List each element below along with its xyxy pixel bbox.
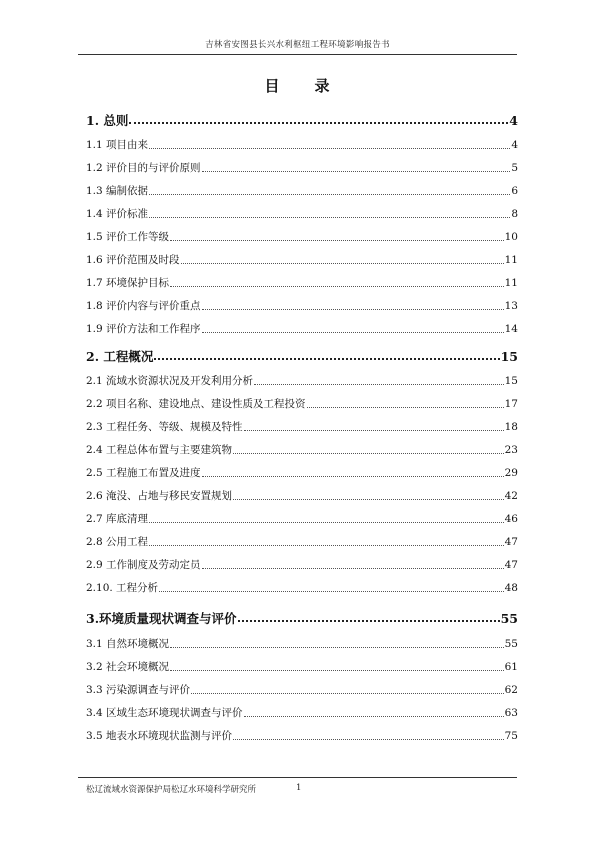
toc-section-entry[interactable] xyxy=(86,728,518,743)
toc-title xyxy=(0,75,595,96)
toc-title-char-1: 目 xyxy=(264,77,281,95)
toc-section-entry[interactable] xyxy=(86,636,518,651)
toc-section-entry[interactable] xyxy=(86,557,518,572)
toc-entry-page: 8 xyxy=(511,208,518,220)
toc-section-entry[interactable] xyxy=(86,298,518,313)
toc-entry-label: 2.6 淹没、占地与移民安置规划 xyxy=(86,490,233,502)
toc-entry-page: 46 xyxy=(504,513,518,525)
toc-entry-page: 63 xyxy=(504,707,518,719)
toc-entry-label: 1.9 评价方法和工作程序 xyxy=(86,323,201,335)
toc-entry-label: 3.2 社会环境概况 xyxy=(86,661,170,673)
toc-leader-dots xyxy=(149,511,504,523)
toc-title-char-2: 录 xyxy=(314,77,331,95)
toc-entry-label: 2.9 工作制度及劳动定员 xyxy=(86,559,201,571)
toc-section-entry[interactable] xyxy=(86,321,518,336)
toc-entry-page: 5 xyxy=(511,162,518,174)
toc-leader-dots xyxy=(202,160,511,172)
toc-entry-label: 2.8 公用工程 xyxy=(86,536,149,548)
toc-section-entry[interactable] xyxy=(86,465,518,480)
toc-entry-label: 3.5 地表水环境现状监测与评价 xyxy=(86,730,233,742)
footer-divider xyxy=(78,777,517,778)
toc-section-entry[interactable] xyxy=(86,373,518,388)
toc-entry-page: 11 xyxy=(504,254,518,266)
toc-leader-dots xyxy=(149,137,510,149)
toc-entry-label: 2.7 库底清理 xyxy=(86,513,149,525)
toc-entry-label: 1.8 评价内容与评价重点 xyxy=(86,300,201,312)
toc-entry-page: 29 xyxy=(504,467,518,479)
toc-entry-label: 2.3 工程任务、等级、规模及特性 xyxy=(86,421,243,433)
toc-chapter-entry[interactable] xyxy=(86,347,518,364)
toc-leader-dots xyxy=(202,298,504,310)
toc-entry-label: 1.2 评价目的与评价原则 xyxy=(86,162,201,174)
toc-leader-dots xyxy=(202,557,504,569)
toc-chapter-entry[interactable] xyxy=(86,609,518,626)
toc-entry-label: 1.1 项目由来 xyxy=(86,139,149,151)
toc-section-entry[interactable] xyxy=(86,252,518,267)
toc-entry-page: 23 xyxy=(504,444,518,456)
toc-entry-page: 6 xyxy=(511,185,518,197)
toc-entry-page: 55 xyxy=(504,638,518,650)
toc-entry-label: 1.7 环境保护目标 xyxy=(86,277,170,289)
toc-entry-label: 2.5 工程施工布置及进度 xyxy=(86,467,201,479)
toc-leader-dots xyxy=(170,229,504,241)
header-divider xyxy=(78,54,517,55)
toc-section-entry[interactable] xyxy=(86,705,518,720)
toc-entry-page: 18 xyxy=(504,421,518,433)
toc-section-entry[interactable] xyxy=(86,160,518,175)
toc-entry-label: 1. 总则 xyxy=(86,113,129,128)
toc-section-entry[interactable] xyxy=(86,442,518,457)
toc-entry-label: 3.环境质量现状调查与评价 xyxy=(86,611,237,626)
toc-entry-page: 75 xyxy=(504,730,518,742)
toc-section-entry[interactable] xyxy=(86,396,518,411)
toc-leader-dots xyxy=(233,728,504,740)
toc-entry-page: 61 xyxy=(504,661,518,673)
toc-entry-page: 42 xyxy=(504,490,518,502)
page-footer xyxy=(86,783,302,795)
toc-section-entry[interactable] xyxy=(86,488,518,503)
toc-entry-page: 14 xyxy=(504,323,518,335)
toc-leader-dots xyxy=(307,396,504,408)
toc-leader-dots xyxy=(254,373,504,385)
toc-section-entry[interactable] xyxy=(86,229,518,244)
toc-leader-dots xyxy=(202,465,504,477)
toc-leader-dots xyxy=(170,659,504,671)
toc-entry-page: 47 xyxy=(504,559,518,571)
toc-section-entry[interactable] xyxy=(86,511,518,526)
toc-entry-label: 3.3 污染源调查与评价 xyxy=(86,684,191,696)
toc-entry-page: 15 xyxy=(504,375,518,387)
toc-entry-page: 17 xyxy=(504,398,518,410)
toc-entry-page: 13 xyxy=(504,300,518,312)
toc-leader-dots xyxy=(159,580,504,592)
toc-entry-page: 48 xyxy=(504,582,518,594)
toc-section-entry[interactable] xyxy=(86,534,518,549)
toc-entry-label: 1.6 评价范围及时段 xyxy=(86,254,180,266)
toc-chapter-entry[interactable] xyxy=(86,111,518,128)
toc-leader-dots xyxy=(170,275,504,287)
page-number: 1 xyxy=(296,783,302,793)
toc-entry-label: 2.2 项目名称、建设地点、建设性质及工程投资 xyxy=(86,398,306,410)
toc-leader-dots xyxy=(233,442,504,454)
toc-section-entry[interactable] xyxy=(86,275,518,290)
toc-section-entry[interactable] xyxy=(86,206,518,221)
toc-section-entry[interactable] xyxy=(86,137,518,152)
toc-leader-dots xyxy=(244,705,504,717)
toc-section-entry[interactable] xyxy=(86,580,518,595)
toc-entry-label: 2.1 流域水资源状况及开发利用分析 xyxy=(86,375,254,387)
toc-leader-dots xyxy=(170,636,504,648)
toc-entry-label: 1.3 编制依据 xyxy=(86,185,149,197)
toc-leader-dots xyxy=(202,321,504,333)
toc-leader-dots xyxy=(149,206,510,218)
toc-leader-dots xyxy=(129,111,508,124)
toc-leader-dots xyxy=(191,682,504,694)
toc-leader-dots xyxy=(154,347,499,360)
toc-entry-label: 2. 工程概况 xyxy=(86,349,154,364)
toc-entry-page: 62 xyxy=(504,684,518,696)
toc-entry-page: 11 xyxy=(504,277,518,289)
toc-entry-page: 15 xyxy=(500,349,518,364)
toc-entry-label: 2.4 工程总体布置与主要建筑物 xyxy=(86,444,233,456)
toc-section-entry[interactable] xyxy=(86,682,518,697)
toc-entry-page: 47 xyxy=(504,536,518,548)
page-header: 吉林省安图县长兴水利枢纽工程环境影响报告书 xyxy=(205,40,390,50)
toc-entry-label: 1.4 评价标准 xyxy=(86,208,149,220)
toc-leader-dots xyxy=(238,609,500,622)
toc-leader-dots xyxy=(149,183,510,195)
toc-section-entry[interactable] xyxy=(86,183,518,198)
toc-entry-label: 2.10. 工程分析 xyxy=(86,582,159,594)
toc-leader-dots xyxy=(244,419,504,431)
toc-leader-dots xyxy=(233,488,504,500)
footer-organization: 松辽流域水资源保护局松辽水环境科学研究所 xyxy=(86,785,257,795)
toc-entry-page: 10 xyxy=(504,231,518,243)
toc-entry-label: 3.1 自然环境概况 xyxy=(86,638,170,650)
toc-entry-label: 1.5 评价工作等级 xyxy=(86,231,170,243)
toc-entry-page: 4 xyxy=(509,113,518,128)
toc-section-entry[interactable] xyxy=(86,419,518,434)
toc-section-entry[interactable] xyxy=(86,659,518,674)
toc-entry-label: 3.4 区域生态环境现状调查与评价 xyxy=(86,707,243,719)
toc-entry-page: 55 xyxy=(500,611,518,626)
toc-entry-page: 4 xyxy=(511,139,518,151)
toc-leader-dots xyxy=(149,534,504,546)
toc-leader-dots xyxy=(181,252,504,264)
